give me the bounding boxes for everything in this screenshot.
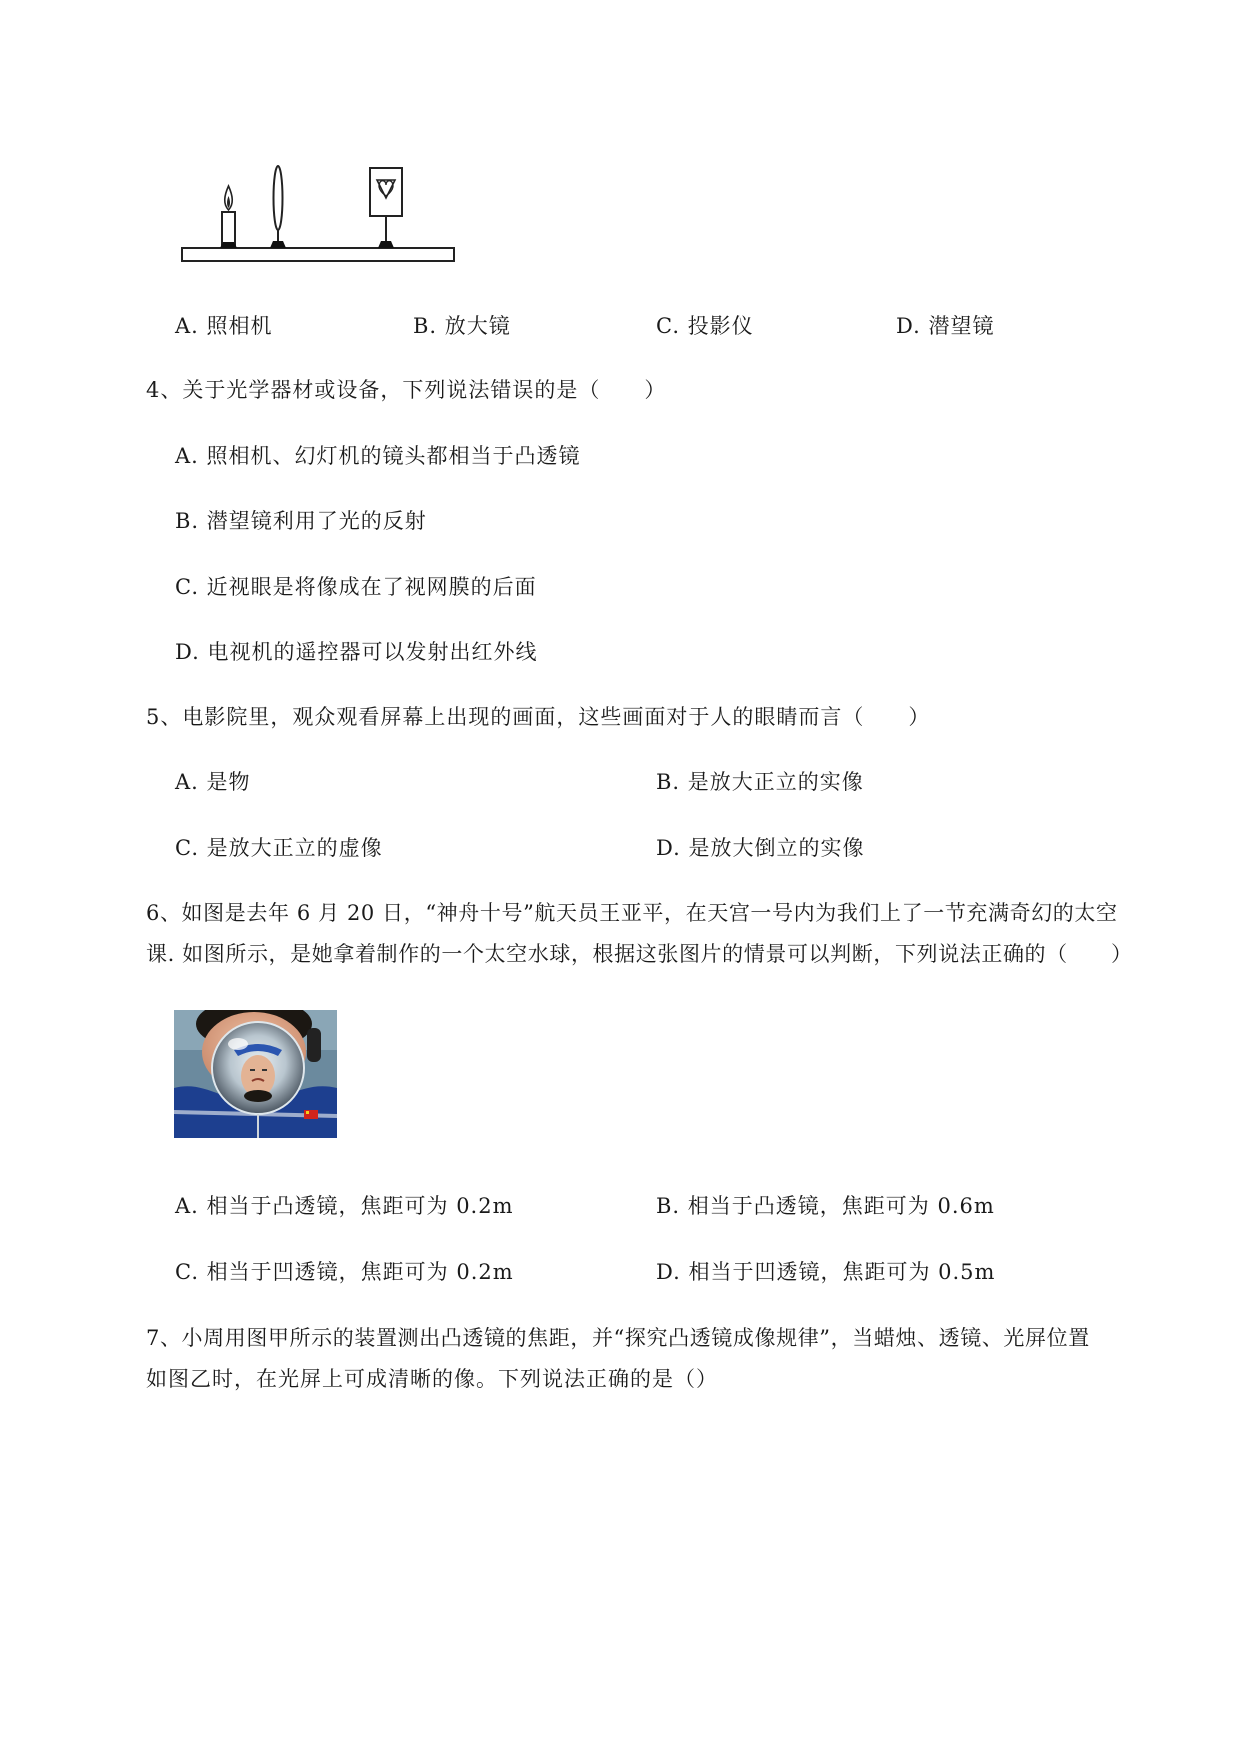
q3-option-c: C. 投影仪 — [656, 314, 754, 338]
q6-option-a: A. 相当于凸透镜，焦距可为 0.2m — [175, 1194, 514, 1218]
optical-bench — [182, 248, 454, 261]
q7-stem-line-1: 7、小周用图甲所示的装置测出凸透镜的焦距，并“探究凸透镜成像规律”，当蜡烛、透镜、光屏位置 — [146, 1326, 1090, 1350]
q4-option-a: A. 照相机、幻灯机的镜头都相当于凸透镜 — [175, 444, 581, 468]
q4-stem: 4、关于光学器材或设备，下列说法错误的是（ ） — [146, 378, 667, 402]
convex-lens — [270, 166, 286, 248]
q4-option-c: C. 近视眼是将像成在了视网膜的后面 — [175, 575, 537, 599]
q4-option-b: B. 潜望镜利用了光的反射 — [175, 509, 427, 533]
water-ball-photo — [174, 1010, 337, 1138]
q6-option-d: D. 相当于凹透镜，焦距可为 0.5m — [656, 1260, 996, 1284]
q3-option-b: B. 放大镜 — [413, 314, 511, 338]
candle — [220, 186, 237, 248]
q5-stem: 5、电影院里，观众观看屏幕上出现的画面，这些画面对于人的眼睛而言（ ） — [146, 705, 931, 729]
light-screen — [370, 168, 402, 248]
q4-option-d: D. 电视机的遥控器可以发射出红外线 — [175, 640, 538, 664]
q5-option-b: B. 是放大正立的实像 — [656, 770, 864, 794]
q6-stem-line-1: 6、如图是去年 6 月 20 日，“神舟十号”航天员王亚平，在天宫一号内为我们上了一节充满奇幻的太空 — [146, 901, 1118, 925]
optical-bench-figure — [180, 160, 460, 270]
q6-option-c: C. 相当于凹透镜，焦距可为 0.2m — [175, 1260, 514, 1284]
q6-option-b: B. 相当于凸透镜，焦距可为 0.6m — [656, 1194, 995, 1218]
q7-stem-line-2: 如图乙时，在光屏上可成清晰的像。下列说法正确的是（） — [146, 1367, 718, 1391]
q6-stem-line-2: 课. 如图所示，是她拿着制作的一个太空水球，根据这张图片的情景可以判断，下列说法正确的（ ） — [146, 942, 1133, 966]
q3-option-a: A. 照相机 — [175, 314, 273, 338]
q5-option-a: A. 是物 — [175, 770, 251, 794]
q3-option-d: D. 潜望镜 — [896, 314, 995, 338]
q5-option-d: D. 是放大倒立的实像 — [656, 836, 865, 860]
q5-option-c: C. 是放大正立的虚像 — [175, 836, 383, 860]
